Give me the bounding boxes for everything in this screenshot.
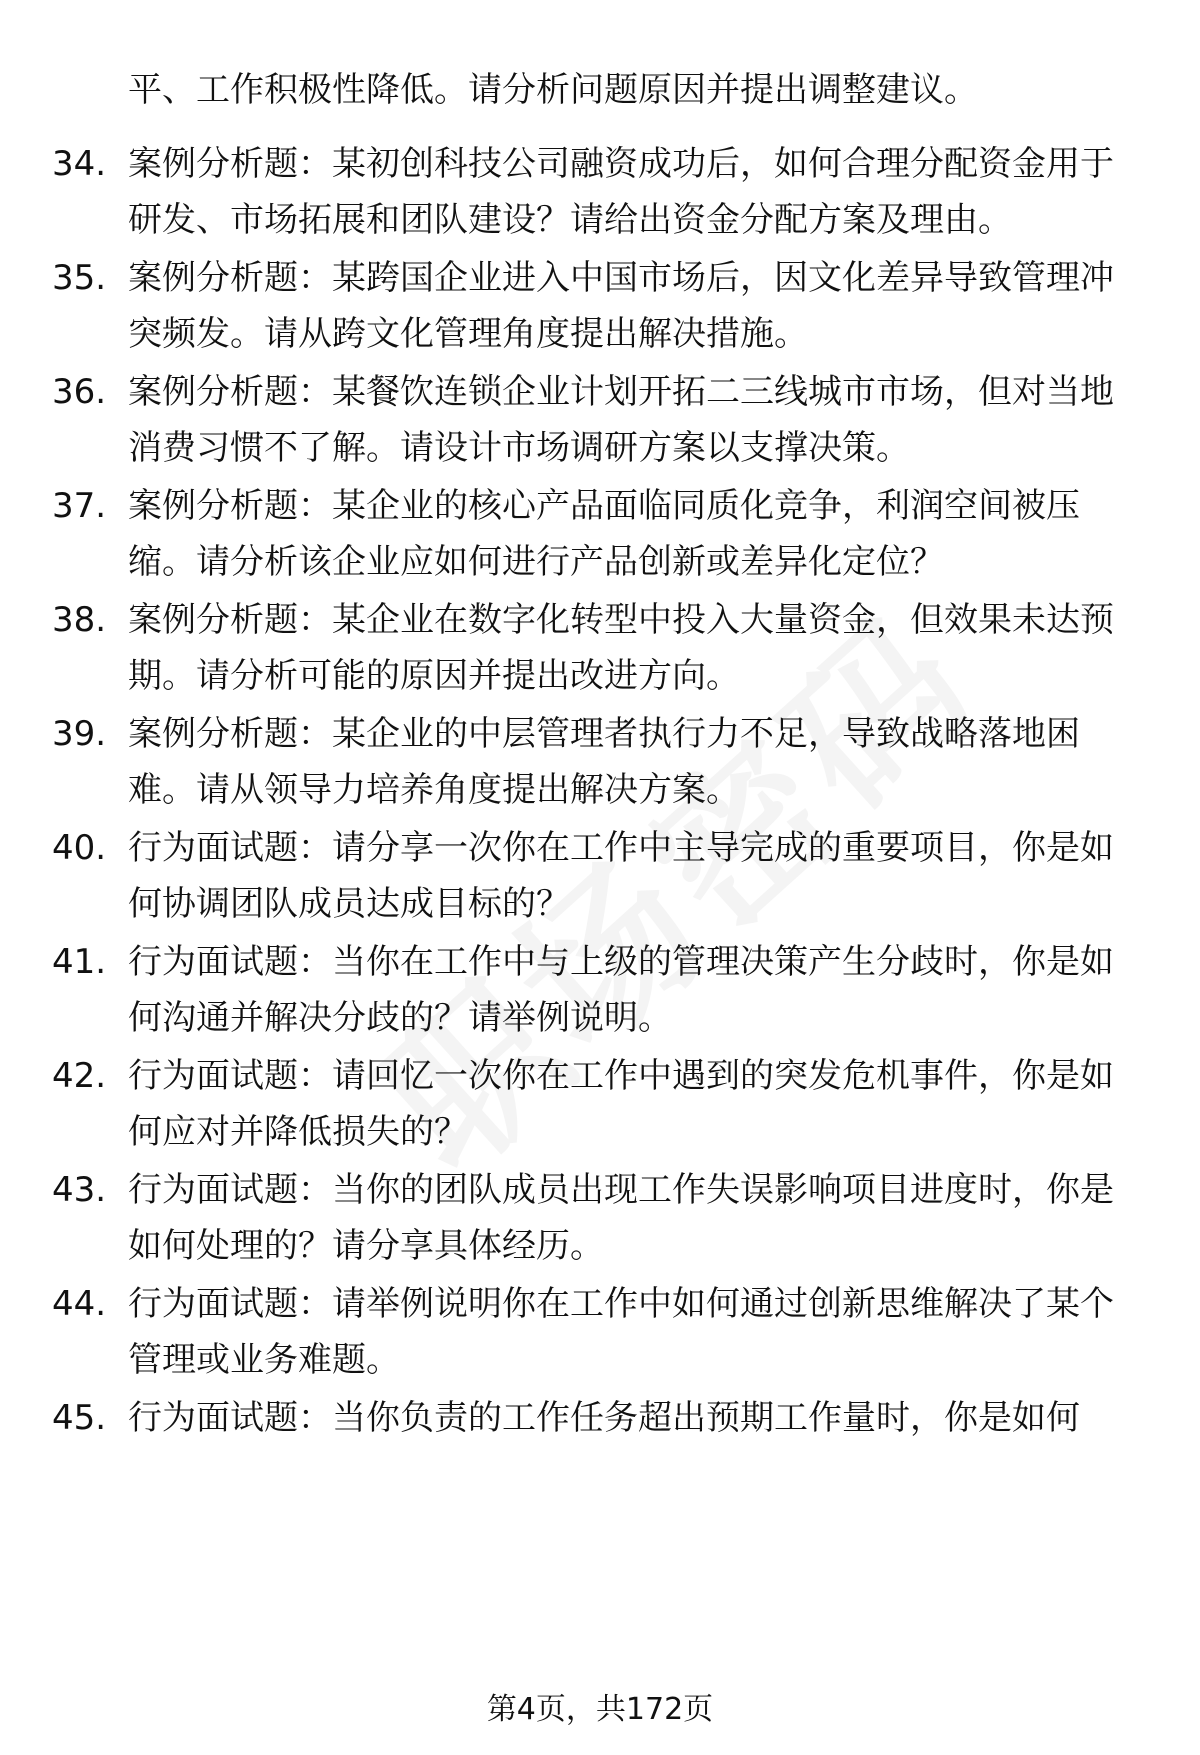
question-number: 45.	[52, 1398, 107, 1438]
question-text: 行为面试题：请回忆一次你在工作中遇到的突发危机事件，你是如何应对并降低损失的？	[128, 1056, 1114, 1152]
page-footer: 第4页，共172页	[486, 1692, 714, 1727]
question-number: 34.	[52, 144, 107, 184]
question-text: 行为面试题：请举例说明你在工作中如何通过创新思维解决了某个管理或业务难题。	[128, 1284, 1114, 1380]
continued-question-text: 平、工作积极性降低。请分析问题原因并提出调整建议。	[128, 70, 978, 110]
question-text: 案例分析题：某企业的中层管理者执行力不足，导致战略落地困难。请从领导力培养角度提出解决方案。	[128, 714, 1080, 810]
question-text: 案例分析题：某初创科技公司融资成功后，如何合理分配资金用于研发、市场拓展和团队建设？请给出资金分配方案及理由。	[128, 144, 1114, 240]
question-number: 40.	[52, 828, 107, 868]
question-text: 行为面试题：当你负责的工作任务超出预期工作量时，你是如何	[128, 1398, 1080, 1438]
question-text: 案例分析题：某企业在数字化转型中投入大量资金，但效果未达预期。请分析可能的原因并提出改进方向。	[128, 600, 1114, 696]
question-text: 案例分析题：某企业的核心产品面临同质化竞争，利润空间被压缩。请分析该企业应如何进行产品创新或差异化定位？	[128, 486, 1080, 582]
question-number: 41.	[52, 942, 107, 982]
question-number: 42.	[52, 1056, 107, 1096]
question-text: 行为面试题：当你的团队成员出现工作失误影响项目进度时，你是如何处理的？请分享具体经历。	[128, 1170, 1114, 1266]
question-number: 35.	[52, 258, 107, 298]
question-number: 43.	[52, 1170, 107, 1210]
question-text: 案例分析题：某跨国企业进入中国市场后，因文化差异导致管理冲突频发。请从跨文化管理角度提出解决措施。	[128, 258, 1114, 354]
question-number: 36.	[52, 372, 107, 412]
question-number: 38.	[52, 600, 107, 640]
question-text: 行为面试题：请分享一次你在工作中主导完成的重要项目，你是如何协调团队成员达成目标的？	[128, 828, 1114, 924]
question-text: 行为面试题：当你在工作中与上级的管理决策产生分歧时，你是如何沟通并解决分歧的？请举例说明。	[128, 942, 1114, 1038]
question-number: 37.	[52, 486, 107, 526]
question-number: 44.	[52, 1284, 107, 1324]
question-text: 案例分析题：某餐饮连锁企业计划开拓二三线城市市场，但对当地消费习惯不了解。请设计市场调研方案以支撑决策。	[128, 372, 1114, 468]
question-number: 39.	[52, 714, 107, 754]
